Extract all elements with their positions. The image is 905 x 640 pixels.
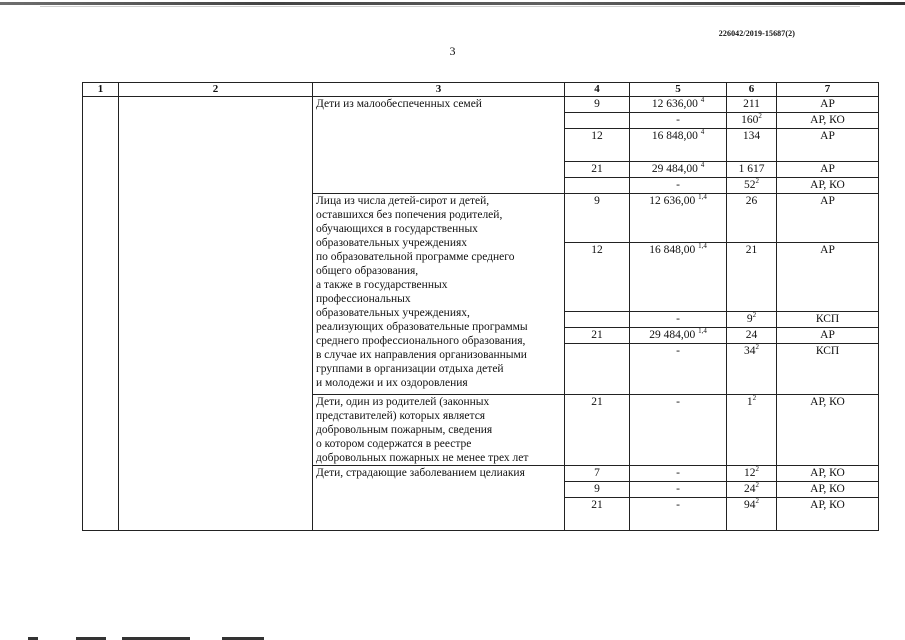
source-cell: АР, КО bbox=[777, 113, 879, 129]
age-cell: 7 bbox=[565, 466, 630, 482]
category-description bbox=[313, 466, 565, 531]
age-cell: 12 bbox=[565, 243, 630, 312]
source-cell: АР bbox=[777, 97, 879, 113]
source-cell: АР bbox=[777, 328, 879, 344]
table-row bbox=[83, 97, 879, 113]
age-cell bbox=[565, 178, 630, 194]
column-header: 7 bbox=[777, 83, 879, 97]
count-cell: 1 617 bbox=[727, 162, 777, 178]
cost-cell: - bbox=[630, 312, 727, 328]
cost-cell: 12 636,00 $^4$ bbox=[630, 97, 727, 113]
cost-cell: - bbox=[630, 498, 727, 531]
age-cell: 21 bbox=[565, 498, 630, 531]
scan-edge-line bbox=[0, 2, 905, 5]
column-header: 3 bbox=[313, 83, 565, 97]
cost-cell: - bbox=[630, 178, 727, 194]
cost-cell: 29 484,00 $^4$ bbox=[630, 162, 727, 178]
cost-cell: - bbox=[630, 466, 727, 482]
column-header: 4 bbox=[565, 83, 630, 97]
benefits-table bbox=[82, 82, 879, 531]
scan-edge-line bbox=[40, 6, 860, 7]
document-number: 226042/2019-15687(2) bbox=[718, 29, 795, 38]
count-cell: 24 bbox=[727, 328, 777, 344]
count-cell: $24^2$ bbox=[727, 482, 777, 498]
cost-cell: - bbox=[630, 395, 727, 466]
count-cell: 211 bbox=[727, 97, 777, 113]
source-cell: АР, КО bbox=[777, 482, 879, 498]
category-description bbox=[313, 97, 565, 194]
column-2-cell bbox=[119, 97, 313, 531]
count-cell: $1^2$ bbox=[727, 395, 777, 466]
count-cell: 26 bbox=[727, 194, 777, 243]
age-cell: 9 bbox=[565, 97, 630, 113]
age-cell: 9 bbox=[565, 482, 630, 498]
description-text: Дети из малообеспеченных семей bbox=[316, 98, 482, 110]
count-cell: $34^2$ bbox=[727, 344, 777, 395]
cost-cell: 16 848,00 $^{1,4}$ bbox=[630, 243, 727, 312]
description-text: Дети, страдающие заболеванием целиакия bbox=[316, 467, 525, 479]
age-cell: 12 bbox=[565, 129, 630, 162]
source-cell: АР, КО bbox=[777, 466, 879, 482]
cost-cell: - bbox=[630, 482, 727, 498]
source-cell: АР bbox=[777, 194, 879, 243]
count-cell: $9^2$ bbox=[727, 312, 777, 328]
category-description: Дети, один из родителей (законных представителей) которых является добровольным пожарным, сведения о котором содержатся в реестре добровольных пожарных не менее трех лет bbox=[313, 395, 565, 466]
source-cell: КСП bbox=[777, 312, 879, 328]
source-cell: АР, КО bbox=[777, 498, 879, 531]
column-header: 5 bbox=[630, 83, 727, 97]
source-cell: АР, КО bbox=[777, 178, 879, 194]
source-cell: АР, КО bbox=[777, 395, 879, 466]
age-cell bbox=[565, 113, 630, 129]
age-cell: 21 bbox=[565, 328, 630, 344]
count-cell: 134 bbox=[727, 129, 777, 162]
source-cell: АР bbox=[777, 129, 879, 162]
scan-bottom-marks bbox=[0, 630, 905, 640]
source-cell: КСП bbox=[777, 344, 879, 395]
column-1-cell bbox=[83, 97, 119, 531]
count-cell: $160^2$ bbox=[727, 113, 777, 129]
count-cell: 21 bbox=[727, 243, 777, 312]
column-header: 2 bbox=[119, 83, 313, 97]
cost-cell: 29 484,00 $^{1,4}$ bbox=[630, 328, 727, 344]
column-header: 6 bbox=[727, 83, 777, 97]
cost-cell: 12 636,00 $^{1,4}$ bbox=[630, 194, 727, 243]
table-header-row bbox=[83, 83, 879, 97]
age-cell bbox=[565, 344, 630, 395]
source-cell: АР bbox=[777, 162, 879, 178]
count-cell: $52^2$ bbox=[727, 178, 777, 194]
age-cell: 21 bbox=[565, 162, 630, 178]
column-header: 1 bbox=[83, 83, 119, 97]
source-cell: АР bbox=[777, 243, 879, 312]
page-number: 3 bbox=[449, 44, 456, 58]
category-description: Лица из числа детей-сирот и детей, оставшихся без попечения родителей, обучающихся в государственных образовательных учреждениях по образовательной программе среднего общего образования, а также в государственных профессиональных образовательных учреждениях, реализующих образовательные программы среднего профессионального образования, в случае их направления организованными группами в организации отдыха детей и молодежи и их оздоровления bbox=[313, 194, 565, 395]
count-cell: $12^2$ bbox=[727, 466, 777, 482]
count-cell: $94^2$ bbox=[727, 498, 777, 531]
cost-cell: - bbox=[630, 344, 727, 395]
cost-cell: 16 848,00 $^4$ bbox=[630, 129, 727, 162]
age-cell bbox=[565, 312, 630, 328]
cost-cell: - bbox=[630, 113, 727, 129]
age-cell: 21 bbox=[565, 395, 630, 466]
age-cell: 9 bbox=[565, 194, 630, 243]
